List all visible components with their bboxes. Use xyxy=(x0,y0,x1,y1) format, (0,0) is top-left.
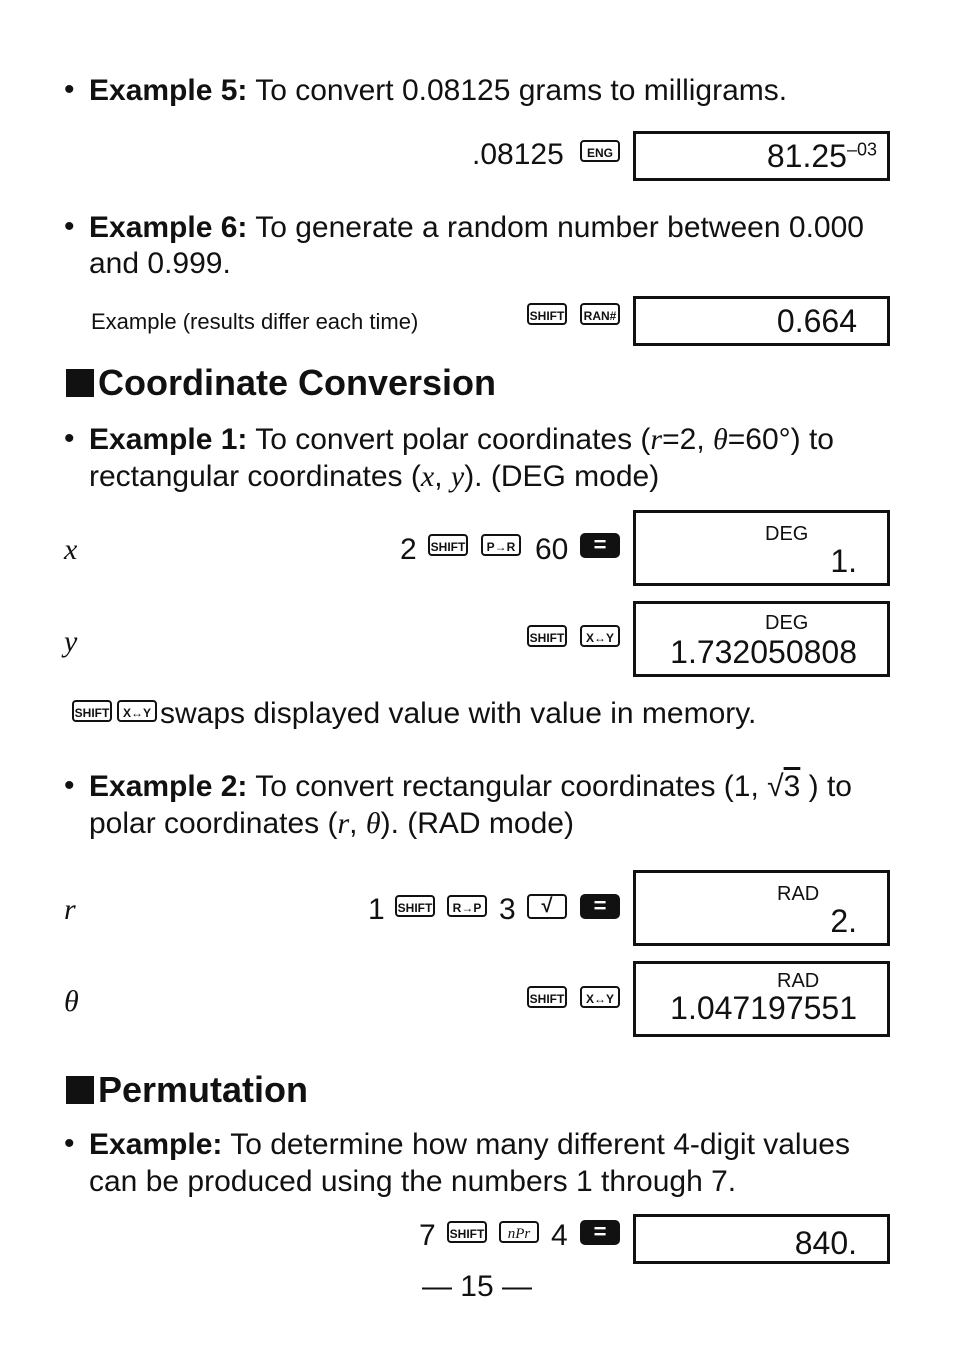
ran-key-icon: RAN# xyxy=(580,303,620,325)
bullet: • xyxy=(64,210,75,243)
mode-indicator: DEG xyxy=(765,523,809,545)
example-label: Example: xyxy=(89,1128,223,1161)
display-exponent: –03 xyxy=(846,139,877,160)
mode-indicator: RAD xyxy=(777,883,820,905)
bullet: • xyxy=(64,73,75,106)
input-number: 4 xyxy=(551,1219,568,1252)
swap-xy-key-icon: X↔Y xyxy=(580,625,620,647)
variable-label-y: y xyxy=(64,625,78,658)
display-value: 2. xyxy=(830,903,857,939)
calculator-display xyxy=(633,1214,890,1264)
sqrt-icon: √ xyxy=(767,770,784,803)
shift-key-icon: SHIFT xyxy=(447,1221,487,1243)
display-value: 840. xyxy=(794,1225,857,1261)
example-description: To determine how many different 4-digit values xyxy=(230,1128,850,1161)
heading-square-icon xyxy=(66,1076,94,1104)
input-number: 7 xyxy=(419,1219,436,1252)
equals-key-icon: = xyxy=(580,894,620,919)
example-description-line2: and 0.999. xyxy=(89,247,231,280)
example-label: Example 6: xyxy=(89,211,248,244)
swap-xy-key-icon: X↔Y xyxy=(580,986,620,1008)
variable-label-theta: θ xyxy=(64,985,79,1018)
mode-indicator: DEG xyxy=(765,612,809,634)
shift-key-icon: SHIFT xyxy=(72,700,112,722)
example-description: To generate a random number between 0.000 xyxy=(255,211,864,244)
permutation-example-text xyxy=(89,1126,850,1163)
input-number: 1 xyxy=(368,893,385,926)
sqrt-key-icon: √ xyxy=(527,894,567,919)
equals-key-icon: = xyxy=(580,1220,620,1245)
rect-to-polar-key-icon: R→P xyxy=(447,895,487,917)
calculator-display xyxy=(633,961,890,1037)
calculator-display xyxy=(633,870,890,946)
display-value: $81.25^{-03}$ xyxy=(766,138,877,174)
display-value: 1.047197551 xyxy=(670,990,857,1026)
calculator-display xyxy=(633,296,890,346)
display-value: 1.732050808 xyxy=(670,634,857,670)
input-number: 3 xyxy=(499,893,516,926)
example-label: Example 2: xyxy=(89,770,248,803)
eng-key-icon: ENG xyxy=(580,140,620,162)
shift-key-icon: SHIFT xyxy=(527,986,567,1008)
shift-key-icon: SHIFT xyxy=(395,895,435,917)
example-1-line2: rectangular coordinates (x, y). (DEG mode) xyxy=(89,460,660,493)
input-number: 60 xyxy=(535,533,569,566)
variable-label-x: x xyxy=(64,533,78,566)
example-2-line2: polar coordinates (r, θ). (RAD mode) xyxy=(89,807,574,840)
bullet: • xyxy=(64,1127,75,1160)
shift-key-icon: SHIFT xyxy=(527,625,567,647)
shift-key-icon: SHIFT xyxy=(527,303,567,325)
example-6-text xyxy=(89,209,864,246)
section-heading-coordinate: Coordinate Conversion xyxy=(66,363,496,403)
input-number: .08125 xyxy=(472,138,564,171)
shift-key-icon: SHIFT xyxy=(428,534,468,556)
bullet: • xyxy=(64,769,75,802)
example-1-line1: Example 1: To convert polar coordinates (r=2, θ=60°) to xyxy=(89,423,834,456)
example-description-line2: can be produced using the numbers 1 through 7. xyxy=(89,1165,737,1198)
page-number: — 15 — xyxy=(421,1270,533,1303)
calculator-display xyxy=(633,131,890,181)
polar-to-rect-key-icon: P→R xyxy=(481,534,521,556)
display-value: 1. xyxy=(830,543,857,579)
swap-xy-key-icon: X↔Y xyxy=(117,700,157,722)
equals-key-icon: = xyxy=(580,533,620,558)
calculator-display xyxy=(633,510,890,586)
example-label: Example 1: xyxy=(89,423,248,456)
example-2-line1: Example 2: To convert rectangular coordinates (1, √3 ) to xyxy=(89,770,852,803)
heading-square-icon xyxy=(66,369,94,397)
variable-label-r: r xyxy=(64,893,76,926)
input-number: 2 xyxy=(400,533,417,566)
swap-note-text: swaps displayed value with value in memory. xyxy=(160,697,757,730)
calculator-display xyxy=(633,601,890,677)
mode-indicator: RAD xyxy=(777,970,820,992)
section-heading-permutation: Permutation xyxy=(66,1070,308,1110)
display-value: 0.664 xyxy=(776,303,857,339)
example-5-text xyxy=(89,72,787,109)
npr-key-icon: nPr xyxy=(499,1221,539,1243)
example-label: Example 5: xyxy=(89,74,248,107)
bullet: • xyxy=(64,422,75,455)
example-note: Example (results differ each time) xyxy=(91,309,419,334)
example-description: To convert 0.08125 grams to milligrams. xyxy=(255,74,788,107)
